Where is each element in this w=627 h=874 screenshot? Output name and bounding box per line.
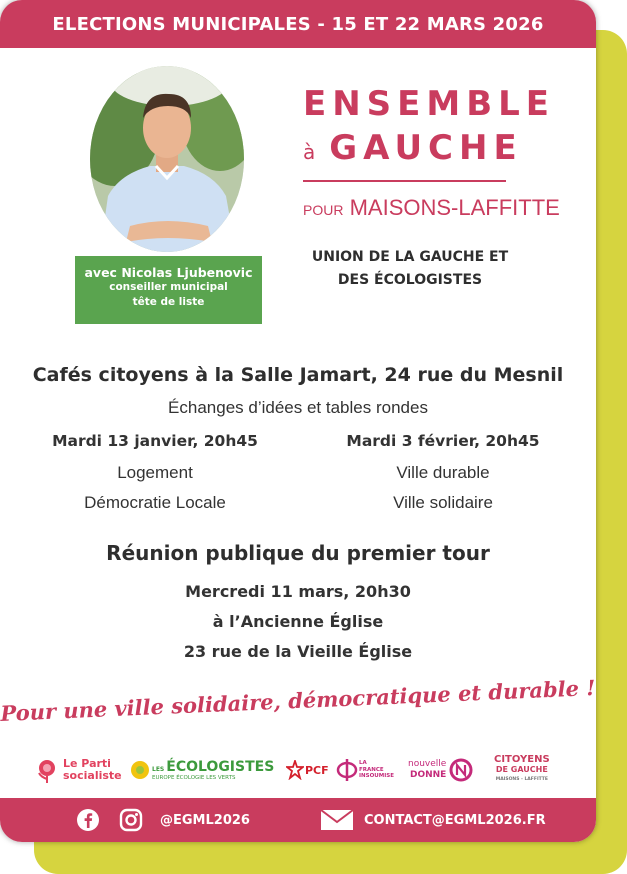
nd-line-2: DONNE: [409, 770, 447, 780]
instagram-link[interactable]: [119, 798, 143, 842]
partner-pcf: [286, 748, 329, 792]
lfi-line-2: FRANCE: [359, 766, 384, 773]
candidate-photo: [90, 66, 244, 252]
ps-line-2: socialiste: [63, 769, 122, 782]
cit-line-1: CITOYENS: [494, 754, 550, 765]
star-icon: [286, 760, 304, 780]
partner-logos: [28, 748, 568, 792]
candidate-caption: [75, 256, 262, 324]
partner-nouvelle-donne: [408, 748, 473, 792]
logo-ensemble: ENSEMBLE: [303, 84, 556, 124]
logo-divider: [303, 180, 506, 182]
mail-icon[interactable]: [320, 809, 354, 831]
slogan-text: Pour une ville solidaire, démocratique et durable !: [0, 675, 596, 726]
reunion-details: [0, 577, 596, 667]
social-handle[interactable]: [160, 798, 250, 842]
pcf-label: PCF: [305, 763, 329, 777]
email-link[interactable]: [320, 798, 546, 842]
session-1-topic-2: Démocratie Locale: [84, 493, 226, 512]
partner-citoyens: [494, 748, 550, 792]
partner-lfi: [336, 748, 394, 792]
partner-ps: [34, 748, 122, 792]
cit-line-2: DE GAUCHE: [495, 765, 548, 774]
union-line-2: DES ÉCOLOGISTES: [337, 272, 483, 288]
election-banner-text: ELECTIONS MUNICIPALES - 15 ET 22 MARS 2026: [52, 13, 544, 35]
instagram-icon[interactable]: [119, 808, 143, 832]
email-text[interactable]: CONTACT@EGML2026.FR: [364, 812, 546, 828]
nd-icon: [449, 758, 473, 782]
cafes-subtitle: Échanges d’idées et tables rondes: [168, 398, 428, 417]
session-2-topic-2: Ville solidaire: [393, 493, 493, 512]
facebook-icon[interactable]: [76, 808, 100, 832]
social-handle-text[interactable]: @EGML2026: [160, 812, 250, 828]
contact-banner: [0, 798, 596, 842]
session-2-date: Mardi 3 février, 20h45: [346, 432, 540, 450]
eco-name: ÉCOLOGISTES: [166, 759, 275, 775]
session-1: [30, 432, 280, 518]
cit-line-3: MAISONS - LAFFITTE: [495, 777, 548, 782]
union-line-1: UNION DE LA GAUCHE ET: [311, 249, 509, 265]
nd-line-1: nouvelle: [408, 759, 447, 769]
rose-icon: [34, 757, 60, 783]
candidate-name: avec Nicolas Ljubenovic: [84, 265, 253, 280]
session-2-topic-1: Ville durable: [396, 463, 490, 482]
lfi-line-3: INSOUMISE: [359, 773, 394, 780]
session-2: [318, 432, 568, 518]
union-tagline: [300, 246, 520, 292]
session-1-date: Mardi 13 janvier, 20h45: [52, 432, 258, 450]
logo-pour: POUR: [303, 202, 344, 218]
candidate-role: conseiller municipal: [109, 281, 228, 293]
reunion-address: 23 rue de la Vieille Église: [183, 642, 413, 661]
logo-city-name: MAISONS-LAFFITTE: [349, 195, 560, 220]
session-1-topic-1: Logement: [117, 463, 193, 482]
ps-line-1: Le Parti: [63, 757, 111, 770]
phi-icon: [336, 758, 358, 782]
facebook-link[interactable]: [76, 798, 100, 842]
eco-sub: EUROPE ÉCOLOGIE LES VERTS: [152, 775, 236, 781]
lfi-line-1: LA: [359, 760, 367, 767]
sunflower-icon: [130, 760, 150, 780]
reunion-place: à l’Ancienne Église: [212, 612, 384, 631]
cafes-title: Cafés citoyens à la Salle Jamart, 24 rue du Mesnil: [32, 364, 564, 386]
eco-small: LES: [152, 766, 165, 773]
logo-gauche-word: GAUCHE: [329, 128, 523, 168]
election-banner: [0, 0, 596, 48]
logo-gauche: [303, 128, 523, 168]
logo-a: à: [303, 140, 316, 164]
reunion-date: Mercredi 11 mars, 20h30: [185, 582, 411, 601]
slogan: [0, 670, 596, 730]
candidate-position: tête de liste: [132, 296, 205, 308]
reunion-title: Réunion publique du premier tour: [106, 541, 490, 565]
logo-city: [303, 195, 560, 221]
partner-ecologistes: [130, 748, 274, 792]
